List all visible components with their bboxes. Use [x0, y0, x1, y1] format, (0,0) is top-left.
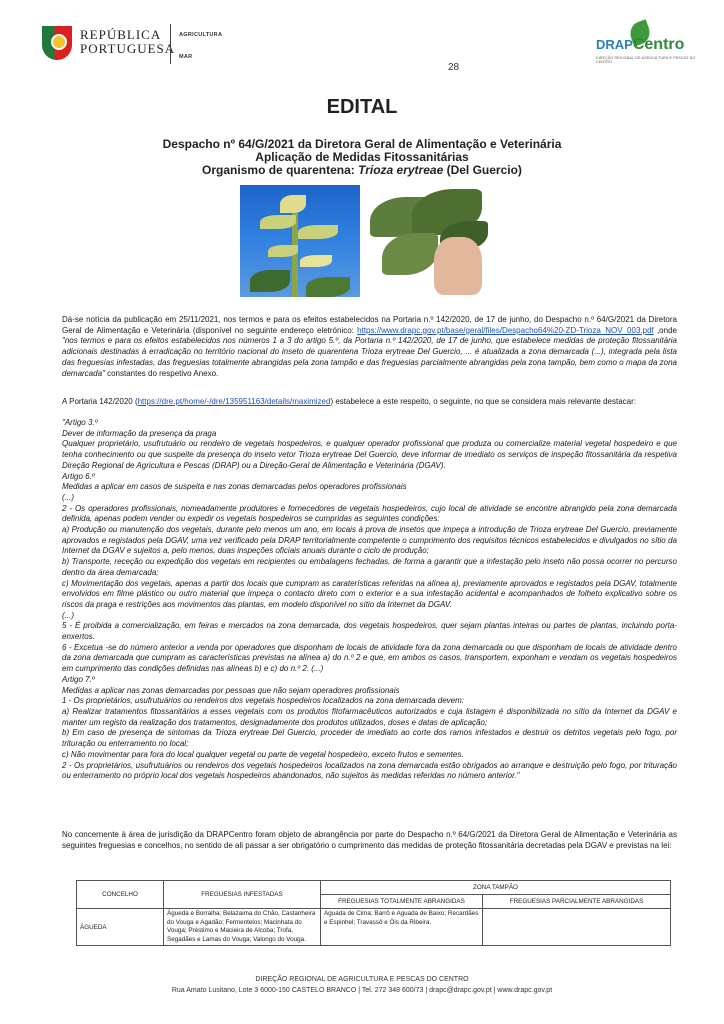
footer-org: DIREÇÃO REGIONAL DE AGRICULTURA E PESCAS DO CENTRO: [255, 976, 469, 983]
republic-line-2: PORTUGUESA: [80, 41, 176, 56]
plant-photo-infested: [240, 185, 360, 297]
quote-line: (...): [62, 610, 74, 620]
footer-contacts: Rua Amato Lusitano, Lote 3 6000-150 CASTELO BRANCO | Tel. 272 348 600/73 | drapc@drapc.gov.pt | www.drapc.gov.pt: [171, 987, 553, 994]
ministry-label: [170, 24, 222, 64]
quote-line: 5 - É proibida a comercialização, em feiras e mercados na zona demarcada, dos vegetais hospedeiros, quer sejam plantas inteiras ou partes de plantas, incluindo porta-enxertos.: [62, 621, 677, 642]
despacho-link[interactable]: https://www.drapc.gov.pt/base/geral/files/Despacho64%20-ZD-Trioza_NOV_003.pdf: [357, 325, 654, 335]
quote-line: 2 - Os proprietários, usufrutuários ou rendeiros dos vegetais hospedeiros localizados na zona demarcada estão obrigados ao arranque e destruição pelo fogo, por trituração ou enterramento no próprio local dos vegetais hospedeiros abandonados, não sujeitos às medidas referidas no número anterior.": [62, 760, 677, 781]
centro-word: Centro: [632, 36, 685, 53]
portaria-paragraph: A Portaria 142/2020 (https://dre.pt/home/-/dre/135951163/details/maximized) estabelece a este respeito, o seguinte, no que se considera mais relevante destacar:: [62, 397, 636, 406]
intro-paragraph: Dá-se notícia da publicação em 25/11/2021, nos termos e para os efeitos estabelecidos na Portaria n.º 142/2020, de 17 de junho, do Despacho n.º 64/G/2021 da Diretora Geral de Alimentação e Veterinária (disponível no seguinte endereço eletrónico: https://www.drapc.gov.pt/base/geral/files/Despacho64%20-ZD-Trioza_NOV_003.pdf ,onde "nos termos e para os efeitos estabelecidos nos números 1 a 3 do artigo 5.º, da Portaria n.º 142/2020, de 17 de junho, que estabelece medidas de proteção fitossanitária adicionais destinadas à erradicação no território nacional do inseto de quarentena Trioza erytreae Del Guercio, ... é atualizada a zona demarcada (...), integrada pela lista das freguesias infestadas, das freguesias totalmente abrangidas pela zona tampão e das freguesias parcialmente abrangidas pela zona tampão, bem como o mapa da zona demarcada" constantes do respetivo Anexo.: [62, 315, 677, 378]
quote-line: a) Produção ou manutenção dos vegetais, durante pelo menos um ano, em locais à prova de insetos que impeça a introdução de Trioza erytreae Del Guercio, previamente aprovados e registados pela DGAV, uma vez verificado pela DRAP territorialmente competente o cumprimento dos requisitos técnicos estabelecidos e divulgados no sítio da Internet da DGAV e sujeitos a, pelo menos, duas inspeções oficiais anuais durante o ciclo de produção;: [62, 525, 677, 556]
quote-line: 2 - Os operadores profissionais, nomeadamente produtores e fornecedores de vegetais hospedeiros, cujo local de atividade se encontre abrangido pela zona demarcada definida, apenas podem vender ou expedir os vegetais hospedeiros se cumpridas as seguintes condições:: [62, 503, 677, 524]
quote-line: 1 - Os proprietários, usufrutuários ou rendeiros dos vegetais hospedeiros localizados na zona demarcada devem:: [62, 696, 464, 706]
drap-subtitle: DIREÇÃO REGIONAL DE AGRICULTURA E PESCAS DO CENTRO: [596, 56, 696, 64]
quote-line: Qualquer proprietário, usufrutuário ou rendeiro de vegetais hospedeiros, e qualquer operador profissional que produza ou comercialize material vegetal hospedeiro e que tenha conhecimento ou que suspeite da presença do inseto vetor Trioza erytreae Del Guercio, deve informar de imediato os serviços de inspeção fitossanitária da respetiva Direção Regional de Agricultura e Pescas (DRAP) ou a Direção-Geral de Alimentação e Veterinária (DGAV).: [62, 439, 677, 470]
subtitle-organismo: Organismo de quarentena: Trioza erytreae (Del Guercio): [202, 163, 522, 177]
quote-line: c) Movimentação dos vegetais, apenas a partir dos locais que cumpram as caraterísticas referidas na alínea a), previamente aprovados e registados pela DGAV, totalmente envolvidos em filme plástico ou outro material que impeça o contacto direto com o exterior e a sua infestação acidental e acompanhados de folheto explicativo sobre os riscos da praga e restrições aos movimentos das plantas, em modelo disponível no sítio da Internet da DGAV.: [62, 578, 677, 609]
leaf-photo-damaged: [362, 185, 494, 297]
cell-concelho: ÁGUEDA: [77, 909, 164, 946]
quoted-articles: [62, 418, 677, 782]
republic-line-1: REPÚBLICA: [80, 27, 162, 42]
page-number: 28: [448, 62, 460, 73]
quote-line: a) Realizar tratamentos fitossanitários a esses vegetais com os produtos fitofarmacêuticos autorizados e cuja listagem é disponibilizada no sítio da Internet da DGAV e manter um registo da realização dos tratamentos, designadamente dos produtos utilizados, doses e datas de aplicação;: [62, 706, 677, 727]
quote-line: Medidas a aplicar em casos de suspeita e nas zonas demarcadas pelos operadores profissionais: [62, 482, 407, 492]
quote-line: c) Não movimentar para fora do local qualquer vegetal ou parte de vegetal hospedeiro, exceto frutos e sementes.: [62, 749, 464, 759]
quote-line: 6 - Excetua -se do número anterior a venda por operadores que disponham de locais de atividade fora da zona demarcada ou que disponham de locais de atividade dentro da zona demarcada que cumpram as características previstas na alínea a) do n.º 2 e que, em ambos os casos, transportem, exponham e vendam os vegetais hospedeiros em cumprimento das condições definidas nas alíneas b) e c) do n.º 2. (...): [62, 642, 677, 674]
species-name: Trioza erytreae: [358, 163, 444, 177]
quote-line: Artigo 6.º: [62, 471, 95, 481]
quote-line: Medidas a aplicar nas zonas demarcadas por pessoas que não sejam operadores profissionais: [62, 685, 400, 695]
ministry-mar: MAR: [179, 54, 193, 60]
document-title: EDITAL: [326, 96, 398, 118]
col-concelho: CONCELHO: [77, 881, 164, 909]
footer: [0, 974, 724, 996]
col-infestadas: FREGUESIAS INFESTADAS: [164, 881, 321, 909]
subtitle-despacho: Despacho nº 64/G/2021 da Diretora Geral de Alimentação e Veterinária: [162, 137, 562, 151]
col-zona-tampao: ZONA TAMPÃO: [321, 881, 671, 895]
ministry-agricultura: AGRICULTURA: [179, 32, 223, 38]
quote-line: Dever de informação da presença da praga: [62, 428, 217, 438]
col-totalmente: FREGUESIAS TOTALMENTE ABRANGIDAS: [321, 895, 483, 909]
coat-of-arms-icon: [42, 26, 72, 60]
table-header-row: [77, 881, 671, 895]
quote-line: b) Em caso de presença de sintomas da Trioza erytreae Del Guercio, proceder de imediato ao corte dos ramos infestados e destruir os detritos vegetais pelo fogo, por trituração ou enterramento no local;: [62, 728, 677, 749]
quote-line: (...): [62, 492, 74, 502]
drap-word: DRAP: [596, 37, 633, 52]
quote-line: Artigo 7.º: [62, 674, 95, 684]
portaria-link[interactable]: https://dre.pt/home/-/dre/135951163/details/maximized: [137, 397, 331, 406]
closing-paragraph: No concernente à área de jurisdição da DRAPCentro foram objeto de abrangência por parte do Despacho n.º 64/G/2021 da Diretora Geral de Alimentação e Veterinária as seguintes freguesias e concelhos, no sentido de ali passar a ser obrigatório o cumprimento das medidas de proteção fitossanitária decretadas pela DGAV e previstas na lei:: [62, 830, 677, 850]
drap-centro-logo: [596, 22, 706, 66]
quote-line: "Artigo 3.º: [62, 418, 98, 427]
freguesias-table: [76, 880, 671, 946]
cell-infestadas: Águeda e Borralha; Belazaima do Chão, Castanheira do Vouga e Agadão; Fermentelos; Macinhata do Vouga; Préstimo e Macieira de Alcoba; Trofa, Segadães e Lamas do Vouga; Valongo do Vouga.: [164, 909, 321, 946]
table-row: [77, 909, 671, 946]
cell-totalmente: Aguada de Cima; Barrô e Aguada de Baixo; Recardães e Espinhel; Travassô e Óis da Ribeira.: [321, 909, 483, 946]
quote-line: b) Transporte, receção ou expedição dos vegetais em recipientes ou embalagens fechadas, de forma a garantir que a infestação pelo inseto não possa ocorrer no percurso dentro da área demarcada;: [62, 557, 677, 577]
subtitle-medidas: Aplicação de Medidas Fitossanitárias: [255, 150, 469, 164]
col-parcialmente: FREGUESIAS PARCIALMENTE ABRANGIDAS: [483, 895, 671, 909]
cell-parcialmente: [483, 909, 671, 946]
